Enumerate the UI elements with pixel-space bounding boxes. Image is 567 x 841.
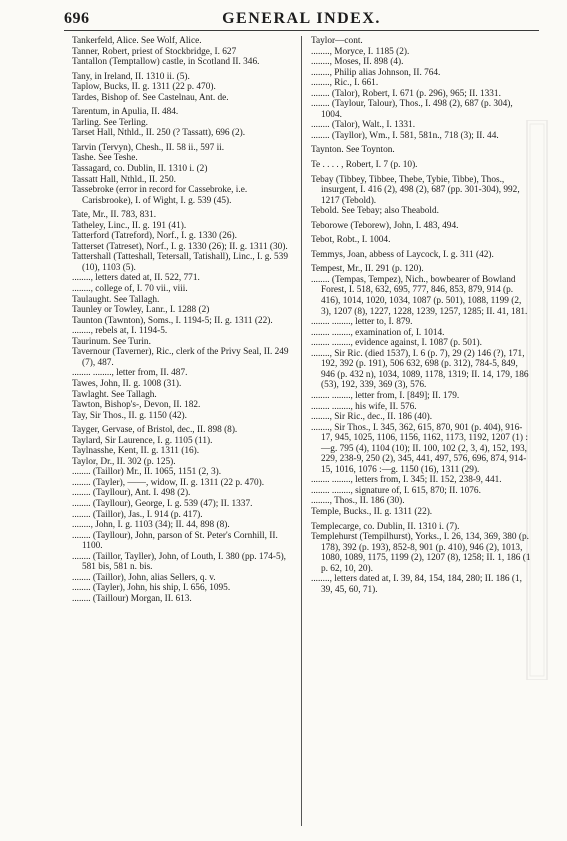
index-entry: Taurinum. See Turin. [72,336,151,347]
index-entry: Templehurst (Tempilhurst), Yorks., I. 26, 134, 369, 380 (p. 178), 392 (p. 193), 852-8, 901 (p. 410), 946 (2), 1013, 1080, 1089, 1175, 1199 (2), 1207 (8), 1258; II. 1, 186 (1 p. 62, 10, 20). [311,532,531,574]
index-entry: Tatterset (Tatreset), Norf., I. g. 1330 (26); II. g. 1311 (30). [72,241,288,252]
index-entry: Tayger, Gervase, of Bristol, dec., II. 898 (8). [72,425,238,436]
index-entry: Tassebroke (error in record for Cassebroke, i.e. Carisbrooke), I. of Wight, I. g. 539 (45). [72,185,248,206]
index-entry: Tay, Sir Thos., II. g. 1150 (42). [72,410,187,421]
index-entry: Taynton. See Toynton. [311,145,395,156]
index-entry: ........, Moses, II. 898 (4). [311,57,404,68]
index-entry: ........ (Tayllour), Ant. I. 498 (2). [72,488,191,499]
index-entry: Tankerfeld, Alice. See Wolf, Alice. [72,36,202,46]
index-entry: ........ (Talor), Walt., I. 1331. [311,120,416,131]
index-entry: ........ (Tayllour), George, I. g. 539 (47); II. 1337. [72,498,253,509]
index-entry: ........ (Tayler), ——, widow, II. g. 1311 (22 p. 470). [72,477,265,488]
index-entry: ........ (Taillor) Mr., II. 1065, 1151 (2, 3). [72,467,222,478]
index-entry: ........ (Taillor), John, alias Sellers, q. v. [72,572,216,583]
index-entry: ........ ........, signature of, I. 615, 870; II. 1076. [311,485,481,496]
index-entry: Tawes, John, II. g. 1008 (31). [72,378,182,389]
index-entry: ........ ........, his wife, II. 576. [311,401,417,412]
index-entry: Tarvin (Tervyn), Chesh., II. 58 ii., 597 ii. [72,142,225,153]
index-entry: ........, Thos., II. 186 (30). [311,496,405,507]
index-entry: Taylor—cont. [311,36,363,46]
index-entry: Taulaught. See Tallagh. [72,294,160,305]
index-entry: ........, Sir Thos., I. 345, 362, 615, 870, 901 (p. 404), 916-17, 945, 1025, 1106, 1156, 1162, 1173, 1192, 1207 (1) :—g. 795 (4), 1104 (10); II. 100, 102 (2, 3, 4), 152, 193, 229, 238-9, 250 (2), 345, 441, 497, 576, 696, 874, 914-15, 1016, 1076 :—g. 1150 (16), 1311 (29). [311,422,528,475]
index-entry: ........ ........, letter to, I. 879. [311,317,413,328]
index-entry: Tanner, Robert, priest of Stockbridge, I. 627 [72,46,237,57]
index-entry: Taylard, Sir Laurence, I. g. 1105 (11). [72,435,213,446]
index-entry: Taylor, Dr., II. 302 (p. 125). [72,456,176,467]
index-entry: ........ (Taillour) Morgan, II. 613. [72,593,192,604]
index-entry: ........ (Tayler), John, his ship, I. 656, 1095. [72,583,231,594]
index-entry: Tatheley, Linc., II. g. 191 (41). [72,220,187,231]
index-entry: ........ ........, evidence against, I. 1087 (p. 501). [311,338,482,349]
index-entry: ........, college of, I. 70 vii., viii. [72,284,188,295]
index-entry: Te . . . . , Robert, I. 7 (p. 10). [311,160,418,171]
index-entry: ........, Sir Ric. (died 1537), I. 6 (p. 7), 29 (2) 146 (?), 171, 192, 392 (p. 191), 506 632, 698 (p. 312), 784-5, 849, 946 (p. 432 n), 1034, 1089, 1178, 1319; II. 14, 179, 186 (53), 192, 339, 369 (3), 576. [311,348,529,391]
index-entry: ........, letters dated at, II. 522, 771. [72,273,200,284]
index-entry: Tany, in Ireland, II. 1310 ii. (5). [72,71,190,82]
index-entry: ........ (Tayllor), Wm., I. 581, 581n., 718 (3); II. 44. [311,130,499,141]
index-entry: Tempest, Mr., II. 291 (p. 120). [311,264,424,275]
index-entry: ........ (Taillor, Tayller), John, of Louth, I. 380 (pp. 174-5), 581 bis, 581 n. bis. [72,551,287,573]
index-entry: Tavernour (Taverner), Ric., clerk of the Privy Seal, II. 249 (7), 487. [72,347,289,368]
index-entry: ........, Sir Ric., dec., II. 186 (40). [311,412,433,423]
index-entry: ........ ........, examination of, I. 1014. [311,327,445,338]
index-entry: Tebay (Tibbey, Tibbee, Thebe, Tybie, Tibbe), Thos., insurgent, I. 416 (2), 498 (2), 687 (pp. 301-304), 992, 1217 (Tebold). [311,174,520,206]
index-column-left [72,36,294,836]
index-entry: Tarling. See Terling. [72,117,148,128]
index-entry: Tassagard, co. Dublin, II. 1310 i. (2) [72,164,208,175]
index-entry: Temmys, Joan, abbess of Laycock, I. g. 311 (42). [311,249,494,260]
index-entry: Tate, Mr., II. 783, 831. [72,210,157,221]
index-column-right [311,36,533,836]
index-entry: ........, letters dated at, I. 39, 84, 154, 184, 280; II. 186 (1, 39, 45, 60, 71). [311,574,522,595]
index-entry: Tebot, Robt., I. 1004. [311,235,391,246]
index-entry: ........ ........, letter from, I. [849]; II. 179. [311,390,460,401]
page-header [64,8,539,31]
index-entry: Tattershall (Tatteshall, Tetersall, Tatishall), Linc., I. g. 539 (10), 1103 (5). [72,252,288,273]
index-entry: ........, John, I. g. 1103 (34); II. 44, 898 (8). [72,520,230,531]
index-entry: Tarset Hall, Nthld., II. 250 (? Tassatt), 696 (2). [72,128,246,139]
index-entry: ........ (Tayllour), John, parson of St. Peter's Cornhill, II. 1100. [72,530,278,552]
index-entry: ........ (Talor), Robert, I. 671 (p. 296), 965; II. 1331. [311,88,501,99]
index-entry: Taunley or Towley, Lanr., I. 1288 (2) [72,305,210,316]
index-entry: Tashe. See Teshe. [72,153,138,164]
index-entry: ........, Philip alias Johnson, II. 764. [311,67,441,78]
index-entry: Tardes, Bishop of. See Castelnau, Ant. de. [72,92,229,103]
index-entry: Taunton (Tawnton), Soms., I. 1194-5; II. g. 1311 (22). [72,315,273,326]
index-entry: Tassatt Hall, Nthld., II. 250. [72,174,176,185]
index-entry: ........, Moryce, I. 1185 (2). [311,46,410,57]
index-entry: ........ ........, letter from, II. 487. [72,368,188,379]
index-entry: ........ (Tempas, Tempez), Nich., bowbearer of Bowland Forest, I. 518, 632, 695, 777, 846, 853, 879, 914 (p. 416), 1014, 1020, 1034, 1087 (p. 501), 1088, 1199 (2, 3), 1207 (8), 1227, 1228, 1239, 1257, 1285; II. 41, 181. [311,274,528,317]
index-entry: Tatterford (Tatreford), Norf., I. g. 1330 (26). [72,231,237,242]
index-entry: Taylnasshe, Kent, II. g. 1311 (16). [72,446,200,457]
index-entry: ........, Ric., I. 661. [311,78,379,89]
index-entry: ........, rebels at, I. 1194-5. [72,326,168,337]
index-entry: Tawton, Bishop's-, Devon, II. 182. [72,400,201,411]
index-entry: Tarentum, in Apulia, II. 484. [72,107,179,118]
index-entry: ........ (Taylour, Talour), Thos., I. 498 (2), 687 (p. 304), 1004. [311,99,513,120]
index-entry: Tebold. See Tebay; also Theabold. [311,206,439,217]
index-entry: Taplow, Bucks, II. g. 1311 (22 p. 470). [72,82,216,93]
index-entry: Teborowe (Teborew), John, I. 483, 494. [311,220,459,231]
page-title: GENERAL INDEX. [222,10,381,27]
index-entry: Templecarge, co. Dublin, II. 1310 i. (7). [311,521,460,532]
index-entry: ........ (Taillor), Jas., I. 914 (p. 417). [72,509,203,520]
page-number: 696 [64,10,90,27]
index-entry: Tawlaght. See Tallagh. [72,389,157,400]
index-entry: Tantallon (Temptallow) castle, in Scotland II. 346. [72,57,260,68]
index-entry: ........ ........, letters from, I. 345; II. 152, 238-9, 441. [311,475,502,486]
column-divider [301,36,302,826]
index-entry: Temple, Bucks., II. g. 1311 (22). [311,506,433,517]
